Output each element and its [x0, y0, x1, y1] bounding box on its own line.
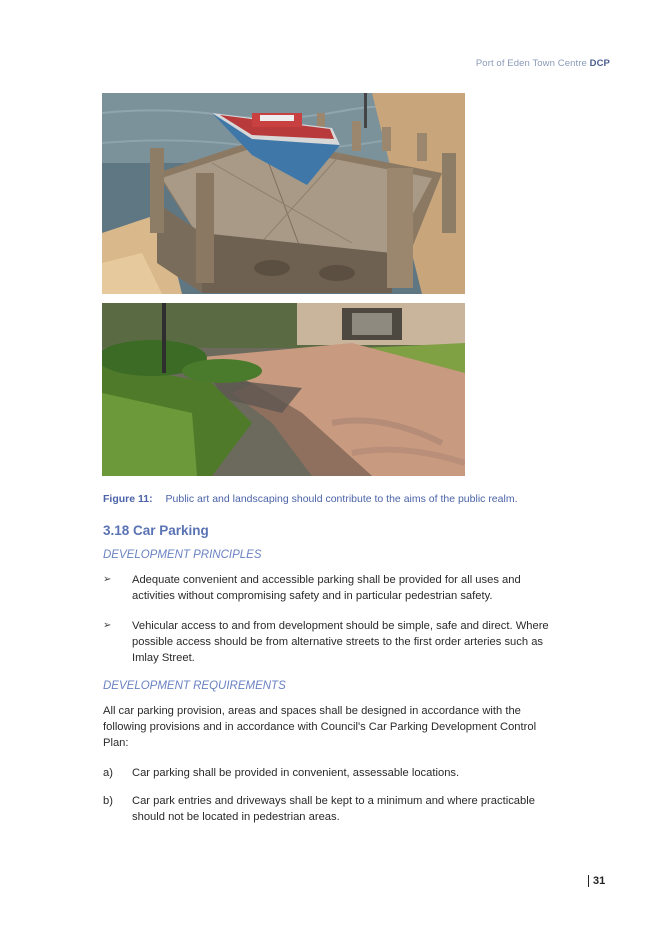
requirements-intro: All car parking provision, areas and spaces shall be designed in accordance with the following provisions and in accordance with Council's Car Parking Development Control Plan: [103, 705, 537, 749]
list-marker: a) [103, 767, 113, 779]
requirements-title: DEVELOPMENT REQUIREMENTS [103, 680, 286, 692]
section-heading: 3.18 Car Parking [103, 523, 209, 538]
list-item-text: Vehicular access to and from development should be simple, safe and direct. Where possible access should be from alternative streets to the first order arteries such as Imlay Street. [132, 620, 549, 664]
bullet-arrow-icon: ➢ [103, 574, 112, 585]
figure-caption-text: Public art and landscaping should contribute to the aims of the public realm. [165, 493, 518, 505]
header-title-bold: DCP [589, 58, 610, 69]
list-item [103, 618, 563, 666]
list-item-text: Adequate convenient and accessible parking shall be provided for all uses and activities without compromising safety and in particular pedestrian safety. [132, 574, 521, 602]
figure-caption [103, 493, 518, 505]
header-title: Port of Eden Town Centre [475, 58, 587, 69]
list-item-text: Car park entries and driveways shall be kept to a minimum and where practicable should not be located in pedestrian areas. [132, 795, 535, 823]
list-item [103, 572, 563, 604]
list-marker: b) [103, 795, 113, 807]
photo-landscaped-path [102, 303, 465, 476]
list-item [103, 793, 563, 825]
principles-title: DEVELOPMENT PRINCIPLES [103, 549, 262, 561]
running-header [476, 58, 610, 69]
photo-boat-jetty [102, 93, 465, 294]
page-number: 31 [588, 875, 605, 887]
bullet-arrow-icon: ➢ [103, 620, 112, 631]
figure-label: Figure 11: [103, 493, 153, 505]
list-item [103, 765, 563, 781]
list-item-text: Car parking shall be provided in convenient, assessable locations. [132, 767, 460, 779]
